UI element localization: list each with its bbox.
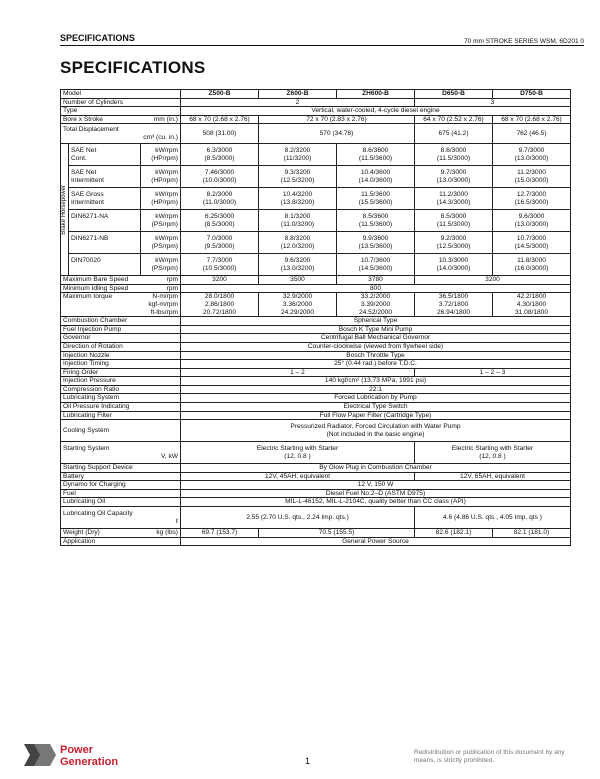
col-header-z500: Z500-B [181, 90, 259, 99]
cell-value: 8.6/3600 (11.5/3600) [337, 144, 415, 166]
cell-value: 2 [181, 98, 415, 107]
cell-value: 72 x 70 (2.83 x 2.76) [259, 115, 415, 124]
cell-value: 570 (34.78) [259, 124, 415, 144]
row-label: Cooling System [61, 420, 181, 442]
cell-value: 2.55 (2.70 U.S. qts., 2.24 Imp. qts.) [181, 507, 415, 529]
cell-value: MIL-L-46152, MIL-L-2104C, quality better than CC class (API) [181, 498, 571, 507]
cell-value: 508 (31.00) [181, 124, 259, 144]
row-label-text: Weight (Dry) [63, 529, 100, 537]
row-label-text: SAE Net [71, 169, 97, 177]
cell-value: 32.9/2000 3.36/2000 24.29/2000 [259, 293, 337, 317]
row-label [61, 284, 181, 293]
cell-value: Bosch Throttle Type [181, 351, 571, 360]
cell-value: 12V, 65AH, equivalent [415, 472, 571, 481]
table-row-application [61, 537, 571, 546]
col-header-zh600: ZH600-B [337, 90, 415, 99]
page-number: 1 [305, 756, 311, 766]
cell-value: 8.8/3200 (12.0/3200) [259, 232, 337, 254]
row-label-text: Minimum Idling Speed [63, 284, 129, 292]
row-label-text: SAE Gross [71, 191, 104, 199]
cell-value: 3200 [181, 276, 259, 285]
row-unit: rpm [166, 284, 178, 292]
cell-value: 7.0/3000 (9.5/3000) [181, 232, 259, 254]
row-label [61, 124, 181, 144]
cell-value: 82.1 (181.0) [493, 529, 571, 538]
table-row-cooling [61, 420, 571, 442]
cell-value: Electrical Type Switch [181, 402, 571, 411]
row-label-text: DIN70020 [71, 257, 101, 265]
row-label [69, 144, 141, 166]
row-unit: kW/rpm (PS/rpm) [141, 232, 181, 254]
row-label: Lubricating System [61, 394, 181, 403]
cell-value: 22:1 [181, 385, 571, 394]
row-label [69, 254, 141, 276]
table-row-model [61, 90, 571, 99]
table-row-simple [61, 317, 571, 326]
row-label-text: Maximum Bare Speed [63, 276, 129, 284]
row-unit: kW/rpm (HP/rpm) [141, 144, 181, 166]
cell-value: 10.7/3000 (14.5/3000) [493, 232, 571, 254]
bhp-group-label-text: Brake Horsepower [61, 184, 68, 235]
row-label: Firing Order [61, 368, 181, 377]
cell-value: 9.7/3000 (13.0/3000) [493, 144, 571, 166]
cell-value: 36.5/1800 3.72/1800 26.94/1800 [415, 293, 493, 317]
cell-value: 11.2/3000 (14.3/3000) [415, 188, 493, 210]
cell-value: 33.2/2000 3.39/2000 24.52/2000 [337, 293, 415, 317]
cell-value: 11.8/3000 (16.0/3000) [493, 254, 571, 276]
row-label: Starting Support Device [61, 464, 181, 473]
cell-value: Diesel Fuel No.2–D (ASTM D975) [181, 489, 571, 498]
row-label-text: Maximum torque [63, 293, 113, 301]
table-row-simple [61, 334, 571, 343]
table-row-battery [61, 472, 571, 481]
table-row-dynamo [61, 481, 571, 490]
row-label-text [71, 243, 138, 251]
row-label: Injection Timing [61, 360, 181, 369]
cell-value: 6.3/3000 (8.5/3000) [181, 144, 259, 166]
bhp-group [61, 144, 571, 276]
cell-value: 9.9/3600 (13.5/3600) [337, 232, 415, 254]
cell-value: 10.4/3600 (14.0/3600) [337, 166, 415, 188]
cell-value: 140 kgf/cm² (13.73 MPa, 1991 psi) [181, 377, 571, 386]
row-label-text: Intermittent [71, 176, 104, 184]
cell-value: General Power Source [181, 537, 571, 546]
table-row-simple2 [61, 377, 571, 386]
row-label: Direction of Rotation [61, 342, 181, 351]
cell-value: 7.7/3000 (10.5/3000) [181, 254, 259, 276]
cell-value: 8.6/3000 (11.5/3000) [415, 144, 493, 166]
cell-value: Electric Starting with Starter (12, 0.8 ) [181, 442, 415, 464]
row-label-text: Lubricating Oil Capacity [63, 509, 133, 517]
row-unit: kgf-m/rpm [148, 301, 178, 309]
table-row-torque [61, 293, 571, 317]
table-row-simple [61, 342, 571, 351]
brand-line: Power [60, 744, 94, 756]
cell-value: 12.7/3000 (16.5/3000) [493, 188, 571, 210]
cell-value: 3 [415, 98, 571, 107]
row-label [61, 442, 181, 464]
row-label: Lubricating Filter [61, 411, 181, 420]
row-label-text: Starting System [63, 445, 110, 453]
row-label: Type [61, 107, 181, 116]
cell-value: 25° (0.44 rad.) before T.D.C. [181, 360, 571, 369]
table-row-simple [61, 325, 571, 334]
cell-value: 8.5/3600 (11.5/3600) [337, 210, 415, 232]
cell-value: Counter-clockwise (viewed from flywheel side) [181, 342, 571, 351]
cell-value: Bosch K Type Mini Pump [181, 325, 571, 334]
row-unit: ft-lbs/rpm [150, 308, 178, 316]
cell-value: 68 x 70 (2.68 x 2.76) [181, 115, 259, 124]
row-label [69, 232, 141, 254]
row-label: Dynamo for Charging [61, 481, 181, 490]
table-row-bhp [61, 232, 571, 254]
cell-value: 8.2/3000 (11.0/3000) [181, 188, 259, 210]
table-row-support [61, 464, 571, 473]
row-label: Combustion Chamber [61, 317, 181, 326]
cell-value: 11.2/3000 (15.0/3000) [493, 166, 571, 188]
header-rule [60, 45, 584, 46]
spec-table [60, 89, 571, 546]
table-row-simple [61, 360, 571, 369]
row-unit: N-m/rpm [152, 293, 178, 301]
row-label [69, 210, 141, 232]
row-label [61, 507, 181, 529]
row-unit: kW/rpm (PS/rpm) [141, 254, 181, 276]
table-row-bhp [61, 188, 571, 210]
header-section: SPECIFICATIONS [60, 33, 135, 43]
row-label: Compression Ratio [61, 385, 181, 394]
table-row-type [61, 107, 571, 116]
cell-value: 68 x 70 (2.68 x 2.76) [493, 115, 571, 124]
row-unit: mm (in.) [153, 115, 178, 123]
cell-value: 3500 [259, 276, 337, 285]
row-unit: V, kW [161, 452, 178, 460]
cell-value: 3200 [415, 276, 571, 285]
table-row-bore [61, 115, 571, 124]
cell-value: 64 x 70 (2.52 x 2.76) [415, 115, 493, 124]
cell-value: 7.46/3000 (10.0/3000) [181, 166, 259, 188]
row-label [61, 276, 181, 285]
row-label [69, 188, 141, 210]
cell-value: 1 – 2 – 3 [415, 368, 571, 377]
col-header-z600: Z600-B [259, 90, 337, 99]
cell-value: 762 (46.5) [493, 124, 571, 144]
row-label: Fuel [61, 489, 181, 498]
cell-value: 9.6/3200 (13.0/3200) [259, 254, 337, 276]
cell-value: 12V, 45AH, equivalent [181, 472, 415, 481]
footer-note: Redistribution or publication of this document by any means, is strictly prohibited. [414, 749, 565, 765]
table-row-simple [61, 351, 571, 360]
row-label-text [71, 221, 138, 229]
simple-group [61, 317, 571, 368]
table-row-displacement [61, 124, 571, 144]
cell-value: 42.2/1800 4.30/1800 31.08/1800 [493, 293, 571, 317]
table-row-simple2 [61, 402, 571, 411]
row-label-text [71, 265, 138, 273]
simple2-group [61, 377, 571, 420]
table-row-bhp [61, 254, 571, 276]
brand-line: Generation [60, 755, 119, 768]
brand-text [60, 745, 118, 768]
cell-value: 10.7/3600 (14.5/3600) [337, 254, 415, 276]
cell-value: By Glow Plug in Combustion Chamber [181, 464, 571, 473]
row-unit: rpm [166, 276, 178, 284]
cell-value: Pressurized Radiator, Forced Circulation with Water Pump (Not included in the basic engine) [181, 420, 571, 442]
row-label: Lubricating Oil [61, 498, 181, 507]
table-row-simple2 [61, 394, 571, 403]
row-label-text: Intermittent [71, 198, 104, 206]
cell-value: 9.3/3200 (12.5/3200) [259, 166, 337, 188]
table-row-weight [61, 529, 571, 538]
row-label: Injection Pressure [61, 377, 181, 386]
table-row-simple2 [61, 411, 571, 420]
header-series: 70 mm STROKE SERIES WSM, 6D201 0 [464, 38, 584, 45]
col-header-model: Model [61, 90, 181, 99]
table-row-starting [61, 442, 571, 464]
table-row-fuel [61, 489, 571, 498]
row-label [61, 115, 181, 124]
col-header-d750: D750-B [493, 90, 571, 99]
cell-value: Full Flow Paper Filter (Cartridge Type) [181, 411, 571, 420]
cell-value: Electric Starting with Starter (12, 0.8 ) [415, 442, 571, 464]
row-label [61, 293, 181, 317]
row-unit: cm³ (cu. in.) [143, 133, 178, 141]
row-unit: kW/rpm (HP/rpm) [141, 166, 181, 188]
row-label: Oil Pressure Indicating [61, 402, 181, 411]
cell-value: 11.5/3600 (15.5/3600) [337, 188, 415, 210]
row-label-text: DIN6271-NB [71, 235, 109, 243]
cell-value: 82.6 (182.1) [415, 529, 493, 538]
table-row-bhp [61, 210, 571, 232]
table-row-bhp [61, 144, 571, 166]
row-unit: ℓ [175, 517, 178, 525]
table-row-max-speed [61, 276, 571, 285]
cell-value: 12 V, 150 W [181, 481, 571, 490]
row-label: Governor [61, 334, 181, 343]
row-label-text: Bore x Stroke [63, 115, 103, 123]
table-row-cylinders [61, 98, 571, 107]
cell-value: 4.6 (4.86 U.S. qts , 4.05 Imp. qts ) [415, 507, 571, 529]
row-label [69, 166, 141, 188]
table-row-oil-capacity [61, 507, 571, 529]
cell-value: Spherical Type [181, 317, 571, 326]
cell-value: 675 (41.2) [415, 124, 493, 144]
cell-value: Centrifugal Ball Mechanical Governor [181, 334, 571, 343]
row-label: Number of Cylinders [61, 98, 181, 107]
page-title: SPECIFICATIONS [60, 58, 206, 77]
cell-value: 69.7 (153.7) [181, 529, 259, 538]
cell-value: 800 [181, 284, 571, 293]
cell-value: 8.2/3200 (11/3200) [259, 144, 337, 166]
cell-value: 6.25/3000 (8.5/3000) [181, 210, 259, 232]
row-unit: kg (lbs) [156, 529, 178, 537]
row-label: Fuel Injection Pump [61, 325, 181, 334]
bhp-group-label [61, 144, 69, 276]
cell-value: Vertical, water-cooled, 4-cycle diesel engine [181, 107, 571, 116]
table-row-firing [61, 368, 571, 377]
table-row-simple2 [61, 385, 571, 394]
cell-value: 3780 [337, 276, 415, 285]
row-label: Battery [61, 472, 181, 481]
col-header-d650: D650-B [415, 90, 493, 99]
cell-value: 8.1/3200 (11.0/3200) [259, 210, 337, 232]
row-label-text: Total Displacement [63, 126, 119, 134]
cell-value: 9.7/3000 (13.0/3000) [415, 166, 493, 188]
table-row-bhp [61, 166, 571, 188]
row-label: Application [61, 537, 181, 546]
cell-value: 10.4/3200 (13.8/3200) [259, 188, 337, 210]
table-row-idle-speed [61, 284, 571, 293]
row-label-text: DIN6271-NA [71, 213, 109, 221]
cell-value: 9.6/3000 (13.0/3000) [493, 210, 571, 232]
cell-value: 10.3/3000 (14.0/3000) [415, 254, 493, 276]
row-label-text: SAE Net [71, 147, 97, 155]
row-unit: kW/rpm (HP/rpm) [141, 188, 181, 210]
row-unit: kW/rpm (PS/rpm) [141, 210, 181, 232]
cell-value: 8.5/3000 (11.5/3000) [415, 210, 493, 232]
cell-value: Forced Lubrication by Pump [181, 394, 571, 403]
row-label [61, 529, 181, 538]
table-row-oil [61, 498, 571, 507]
row-label: Injection Nozzle [61, 351, 181, 360]
cell-value: 70.5 (155.5) [259, 529, 415, 538]
row-label-text: Cont. [71, 154, 87, 162]
cell-value: 1 – 2 [181, 368, 415, 377]
cell-value: 28.0/1800 2.86/1800 20.72/1800 [181, 293, 259, 317]
cell-value: 9.2/3000 (12.5/3000) [415, 232, 493, 254]
